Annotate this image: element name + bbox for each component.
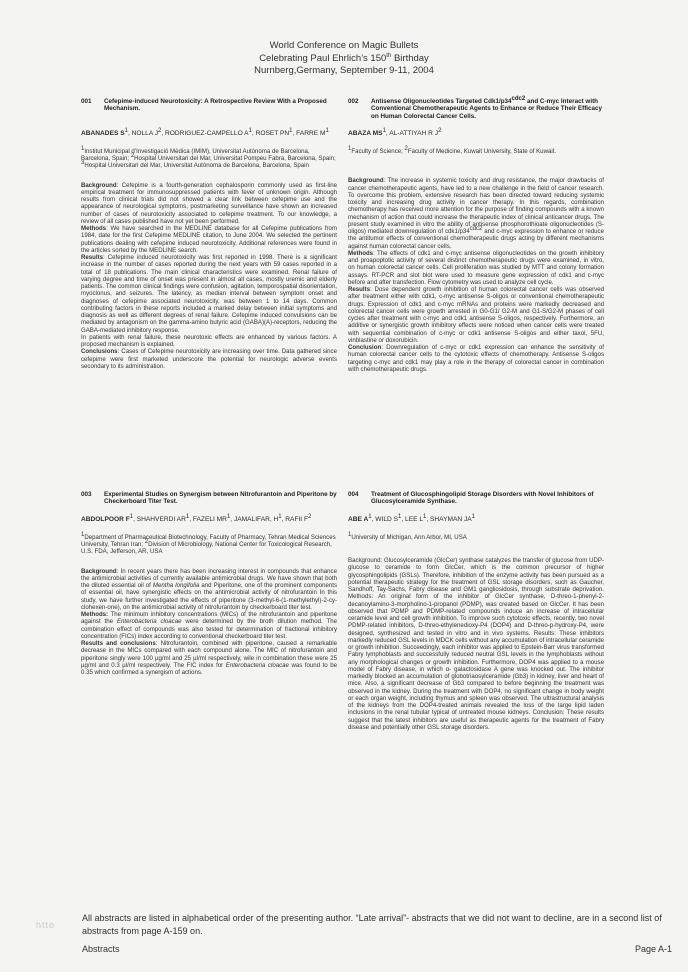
abstract-number: 002 xyxy=(348,98,359,105)
abstract-title-text: Experimental Studies on Synergism between Nitrofurantoin and Piperitone by Checkerboard Titer Test. xyxy=(104,491,337,506)
abstract-number: 001 xyxy=(81,98,92,105)
page-number: Page A-1 xyxy=(634,944,672,954)
conference-header xyxy=(0,40,688,78)
abstract-affiliation: $^1$Faculty of Science; $^2$Faculty of Medicine, Kuwait University, State of Kuwait. xyxy=(348,146,557,156)
footer-section-label: Abstracts xyxy=(82,944,120,954)
abstract-authors: ABE $A^1$, WILD $S^1$, LEE $L^1$, SHAYMAN $JA^1$ xyxy=(348,513,475,523)
abstract-authors: ABANADES $S^1$, NOLLA $J^2$, RODRIGUEZ-CAMPELLO $A^1$, ROSET $PN^1$, FARRE $M^1$ xyxy=(81,127,329,137)
abstract-002 xyxy=(348,95,604,373)
abstract-affiliation: $^1$Institut Municipal d’Investigació Mèdica (IMIM), Universitat Autònoma de Barcelona, Barcelona, Spain; $^2$Hospital Universitari del Mar, Universitat Pompeu Fabra, Barcelona, Spain; $^3$Hospital Universitari del Mar, Universitat Autònoma de Barcelona, Barcelona, Spain xyxy=(81,145,336,170)
abstract-title-text: Treatment of Glucosphingolipid Storage Disorders with Novel Inhibitors of Glucosylceramide Synthase. xyxy=(371,491,594,506)
abstract-title xyxy=(81,98,337,113)
abstract-number: 003 xyxy=(81,491,92,498)
abstract-authors: ABAZA $MS^1$, AL-ATTIYAH R $J^2$ xyxy=(348,128,442,138)
abstract-body: Background: Glucosylceramide (GlcCer) synthase catalyzes the transfer of glucose from UDP-glucose to ceramide to form GlcCer, which is the common precursor of higher glycosphingolipids (GSLs). Therefore, inhibition of the enzyme activity has been pursued as a potential therapeutic strategy for the treatment of GSL storage disorders, such as Gaucher, Sandhoff, Tay-Sachs, Fabry disease and GM1 gangliosidosis, through substrate deprivation. Methods: An original form of the inhibitor of GlcCer synthase, D-threo-1-phenyl-2-decanoylamino-3-morpholino-1-propanol (PDMP), was created based on GlcCer. It has been observed that PDMP and PDMP-related compounds induce an increase of intracellular ceramide level and cell growth inhibition. To improve such cytotoxic effects, recently, two novel PDMP-related inhibitors, D-threo-ethylenedioxy-P4 (DOP4) and D-threo-p-hydroxy-P4, were designed, synthesized and tested in vitro and in vivo systems. Results: These inhibitors markedly reduced GSL levels in MDCK cells without any accumulation of intracellular ceramide or growth inhibition. Succeedingly, each inhibitor was applied to Epstein-Barr virus transformed Fabry lymphoblasts and successfully reduced neutral GSL levels in the lymphoblasts without any morphological changes or growth inhibition. Furthermore, DOP4 was applied to a mouse model of Fabry disease, in which α- galactosidase A gene was knocked out. The inhibitor markedly blocked an accumulation of globotriaosylceramide (Gb3) in kidney, liver and heart of mice. Also, a significant decrease of Gb3 compared to before beginning the treatment was observed in the kidney. During the treatment with DOP4, no significant change in body weight or each organ weight, including thymus and spleen was observed. The ultrastructural analysis of the kidneys from the DOP4-treated animals revealed the loss of the large lipid laden inclusions in the renal tubular typical of untreated mouse kidneys. Conclusion: These results suggest that the latest inhibitors are useful as therapeutic agents for the treatment of Fabry disease and potentially other GSL storage disorders. xyxy=(348,557,604,731)
watermark: htto xyxy=(36,920,56,930)
abstract-authors: ABDOLPOOR $F^1$, SHAHVERDI $AR^1$, FAZELI $MR^1$, JAMALIFAR, $H^1$, RAFII $F^2$ xyxy=(81,513,312,523)
abstract-title xyxy=(348,95,604,120)
abstract-title xyxy=(81,491,337,506)
abstract-title xyxy=(348,491,604,506)
abstract-title-text: Cefepime-induced Neurotoxicity: A Retrospective Review With a Proposed Mechanism. xyxy=(104,98,327,113)
abstract-body: Background: The increase in systemic toxicity and drug resistance, the major drawbacks of cancer chemotherapeutic agents, have led to a new challenge in the field of cancer research. To overcome this problem, extensive research has been directed toward reducing systemic toxicity and increasing drug activity in cancer therapy. In this regards, combination chemotherapy has received more attention for the purpose of finding compounds with a known mechanism of action that could increase the therapeutic index of clinical anticancer drugs. The present study examined in vitro the ability of antisense phosphorothioate oligonucleotides (S-oligos) mediated downregulation of $cdk1/p34^{cdc2}$ and c-myc expression to enhance or reduce the antitumor effects of conventional chemotherapeutic drugs acting by different mechanisms against human colorectal cancer cells. Methods: The effects of cdk1 and c-myc antisense oligonucleotides on the growth inhibitory and proapoptotic activity of several distinct chemotherapeutic drugs were examined, in vitro, on human colorectal cancer cells. Cell proliferation was studied by MTT and colony formation assays. RT-PCR and slot blot were used to measure gene expression of cdk1 and c-myc before and after transfection. Flow cytometry was used to analyze cell cycle. Results: Dose dependent growth inhibition of human colorectal cancer cells was observed after treatment either with cdk1, c-myc antisense S-oligos or conventional chemotherapeutic drugs. Expression of cdk1 and c-myc mRNAs and proteins were markedly decreased and colorectal cancer cells were growth arrested in G0-G1/ G2-M and G1-S/G2-M phases of cell cycles after treatment with c-myc and cdk1 antisense S-oligos, respectively. Furthermore, an additive or synergistic growth inhibitory effects were noticed when cancer cells were treated with sequential combination of c-myc or cdk1 antisense S-oligos and either taxol, 5FU, vinblastine or doxorubicin. Conclusion: Downregulation of c-myc or cdk1 expression can enhance the sensitivity of human colorectal cancer cells to the cytotoxic effects of chemotherapy. Antisense S-oligos targeting c-myc and cdk1 may play a role in the therapy of colorectal cancer in combination with chemotherapeutic drugs. xyxy=(348,177,604,373)
conference-title: World Conference on Magic Bullets xyxy=(269,40,419,51)
abstract-number: 004 xyxy=(348,491,359,498)
conference-subtitle: Celebrating Paul Ehrlich’s 150th Birthday xyxy=(259,52,429,64)
conference-location-date: Nurnberg,Germany, September 9-11, 2004 xyxy=(254,65,434,76)
footer-note: All abstracts are listed in alphabetical order of the presenting author. “Late arrival”- abstracts that we did not want to decline, are in a second list of abstracts from page A-159 on. xyxy=(82,913,662,936)
abstract-body: Background: Cefepime is a fourth-generation cephalosporin commonly used as first-line empirical treatment for immunosuppressed patients with fever of unknown origin. Although results from clinical trials did not showed a clear link between cefepime use and the appearance of neurological symptoms, postmarketing surveillance have shown an increased number of cases of neurotoxicity associated to cefepime treatment. To our knowledge, a review of all cases published have not yet been performed. Methods: We have searched in the MEDLINE database for all Cefepime publications from 1984, date for the first Cefepime MEDLINE citation, to June 2004. We selected the pertinent publications dealing with cefepime induced neurotoxicity. Additional references were found in the articles sorted by the MEDLINE search. Results: Cefepime induced neurotoxicity was first reported in 1998. There is a significant increase in the number of cases reported during the next years with 59 cases reported in a total of 18 publications. The main clinical characteristics were examined. Renal failure of varying degree and time of onset was present in almost all cases, mostly uremic and elderly patients. The common clinical findings were confusion, agitation, temporospatial disorientation, myoclonus, and seizures. The latency, as median interval between symptom onset and diagnoses of cefepime associated neurotoxicity, was between 1 to 14 days. Common contributing factors in these reports included a marked delay between initial symptoms and diagnosis as well as different degrees of renal failure. Cefepime induced convulsions can be mediated by antagonism on the gamma-amino butyric acid (GABA)(A)-receptors, reducing the GABA-mediated inhibitory response. In patients with renal failure, these neurotoxic effects are enhanced by various factors. A proposed mechanism is explained. Conclusions: Cases of Cefepime neurotoxicity are increasing over time. Data gathered since cefepime were first marketed underscore the potential for neurologic adverse events secondary to its administration. xyxy=(81,181,337,370)
abstract-affiliation: $^1$University of Michigan, Ann Arbor, MI, USA xyxy=(348,531,467,541)
abstract-affiliation: $^1$Department of Pharmaceutical Biotechnology, Faculty of Pharmacy, Tehran Medical Sciences University, Tehran Iran; $^2$Division of Microbiology, National Center for Toxicological Research, U.S. FDA, Jefferson, AR, USA xyxy=(81,531,336,556)
abstract-001 xyxy=(81,98,337,370)
abstract-004 xyxy=(348,491,604,731)
abstract-title-text: Antisense Oligonucleotides Targeted $Cdk1/p34^{cdc2}$ and C-myc Interact with Conventional Chemotherapeutic Agents to Enhance or Reduce Their Efficacy on Human Colorectal Cancer Cells. xyxy=(371,95,603,120)
abstract-003 xyxy=(81,491,337,676)
abstract-body: Background: In recent years there has been increasing interest in compounds that enhance the antimicrobial activities of currently available antimicrobial drugs. We have shown that both the diluted essential oil of Mentha longifolia and Piperitone, one of the prominent components of essential oil, have synergistic effects on the antimicrobial activity of nitrofurantoin In this study, we have further investigated the effects of piperitone (3-methyl-6-(1-methylethyl)-2-cy- clohexen-one), on the antimicrobial activity of nitrofurantoin by checkerboard titer test. Methods: The minimum inhibitory concentrations (MICs) of the nitrofurantoin and piperitone against the Enterobacteria cloacae were determined by the broth dilution method. The combination effect of compounds was also tested for determination of fractional inhibitory concentration (FICs) index according to conventional checkerboard titer test. Results and conclusions: Nitrofurantoin, combined with piperitone, caused a remarkable decrease in the MICs compared with each compound alone. The MIC of nitrofurantoin and piperitone singly were 100 µg/ml and 25 µl/ml respectively, wile in combination these were 25 µg/ml and 0.3 µl/ml respectively. The FIC index for Enterobacteria cloacae was found to be 0.35 which confirmed a synergism of actions. xyxy=(81,567,338,677)
